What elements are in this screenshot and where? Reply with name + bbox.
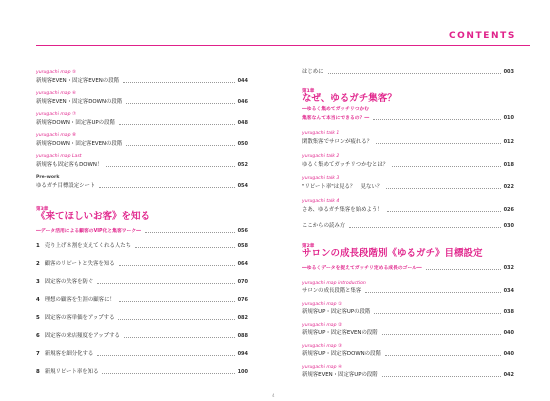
toc-page-number: 070 — [237, 279, 248, 285]
talk-kicker: yurugachi talk 2 — [302, 154, 340, 159]
leader-dots — [126, 103, 234, 104]
leader-dots — [365, 292, 500, 293]
toc-page-number: 034 — [503, 288, 514, 294]
leader-dots — [124, 337, 235, 338]
toc-entry-label: 新規客UP・固定客DOWNの段階 — [302, 351, 381, 357]
map-kicker: yurugachi map ② — [302, 323, 343, 328]
talk-kicker: yurugachi talk 4 — [302, 199, 340, 204]
toc-page-number: 003 — [503, 69, 514, 75]
toc-entry[interactable] — [36, 240, 248, 250]
toc-entry[interactable] — [302, 181, 514, 191]
toc-entry-label: 新規客EVEN・固定客EVENの段階 — [36, 78, 119, 84]
leader-dots — [119, 124, 235, 125]
map-kicker: yurugachi map ① — [302, 302, 343, 307]
chapter-subtitle: 集客なんて本当にできるの？― — [302, 116, 370, 121]
toc-entry-label: はじめに — [302, 69, 324, 75]
toc-page-number: 094 — [237, 351, 248, 357]
toc-entry-label: 新規客EVEN・固定客DOWNの段階 — [36, 99, 123, 105]
toc-entry[interactable] — [302, 348, 514, 358]
map-kicker: yurugachi map ⑦ — [36, 112, 77, 117]
toc-page-number: 082 — [237, 315, 248, 321]
chapter-subtitle: ―ゆるくデータを捉えてガッチリ定める成長のゴール― — [302, 266, 422, 271]
leader-dots — [382, 376, 501, 377]
leader-dots — [126, 145, 234, 146]
toc-entry-label: "リピート率"は見る？ 見ない？ — [302, 184, 383, 190]
toc-entry-label: ゆるく集めてガッチリつかむとは？ — [302, 162, 389, 168]
map-kicker: yurugachi map ⑥ — [36, 91, 77, 96]
chapter-subtitle-row[interactable] — [302, 112, 514, 122]
item-number: 7 — [36, 351, 40, 357]
leader-dots — [376, 143, 500, 144]
leader-dots — [99, 187, 234, 188]
item-number: 8 — [36, 369, 40, 375]
toc-entry[interactable] — [36, 117, 248, 127]
toc-entry-label: 新規客EVEN・固定客UPの段階 — [302, 372, 378, 378]
leader-dots — [118, 319, 234, 320]
map-kicker: yurugachi map Last — [36, 154, 82, 159]
chapter-label: 第2章 — [302, 244, 315, 249]
map-kicker: yurugachi map introduction — [302, 281, 366, 286]
toc-page-number: 042 — [503, 372, 514, 378]
leader-dots — [97, 355, 234, 356]
toc-entry-label: ゆるガチ目標設定シート — [36, 183, 96, 189]
leader-dots — [373, 119, 500, 120]
toc-entry[interactable] — [36, 348, 248, 358]
item-number: 5 — [36, 315, 40, 321]
toc-entry-label: 新規客DOWN・固定客UPの段階 — [36, 120, 115, 126]
leader-dots — [387, 211, 501, 212]
toc-page-number: 100 — [237, 369, 248, 375]
page-number: 4 — [272, 393, 275, 398]
talk-kicker: yurugachi talk 3 — [302, 176, 340, 181]
toc-entry-label: 固定客の失客を防ぐ — [44, 279, 94, 285]
leader-dots — [374, 313, 500, 314]
leader-dots — [135, 247, 235, 248]
leader-dots — [119, 301, 235, 302]
leader-dots — [145, 232, 235, 233]
chapter-label: 第1章 — [302, 89, 315, 94]
toc-entry-label: 新規客を細分化する — [44, 351, 94, 357]
toc-entry[interactable] — [36, 159, 248, 169]
leader-dots — [386, 188, 500, 189]
toc-entry[interactable] — [36, 258, 248, 268]
toc-entry[interactable] — [302, 66, 514, 76]
toc-entry[interactable] — [302, 220, 514, 230]
toc-entry-label: 固定客の客単価をアップする — [44, 315, 115, 321]
toc-page-number: 046 — [237, 99, 248, 105]
item-number: 3 — [36, 279, 40, 285]
map-kicker: yurugachi map ⑤ — [36, 70, 77, 75]
leader-dots — [119, 265, 235, 266]
toc-entry[interactable] — [36, 294, 248, 304]
toc-entry[interactable] — [36, 75, 248, 85]
toc-entry-label: 新規客DOWN・固定客EVENの段階 — [36, 141, 123, 147]
toc-entry-label: さあ、ゆるガチ集客を始めよう！ — [302, 207, 383, 213]
toc-entry-label: ここからの読み方 — [302, 223, 346, 229]
toc-entry[interactable] — [36, 138, 248, 148]
toc-page-number: 058 — [237, 243, 248, 249]
toc-entry[interactable] — [36, 180, 248, 190]
toc-page-number: 040 — [503, 351, 514, 357]
toc-entry-label: 理想の顧客を生涯の顧客に！ — [44, 297, 115, 303]
toc-page-number: 044 — [237, 78, 248, 84]
leader-dots — [382, 334, 501, 335]
leader-dots — [106, 166, 234, 167]
toc-entry-label: 顧客のリピートと失客を知る — [44, 261, 115, 267]
leader-dots — [97, 283, 234, 284]
toc-entry-label: 新規客UP・固定客UPの段階 — [302, 309, 371, 315]
prework-kicker: Pre-work — [36, 175, 60, 180]
map-kicker: yurugachi map ③ — [302, 344, 343, 349]
toc-page-number: 056 — [237, 228, 248, 234]
toc-entry-label: 新規客UP・固定客EVENの段階 — [302, 330, 378, 336]
leader-dots — [328, 73, 501, 74]
toc-entry[interactable] — [36, 330, 248, 340]
toc-page-number: 032 — [503, 265, 514, 271]
toc-page-number: 088 — [237, 333, 248, 339]
toc-entry[interactable] — [302, 285, 514, 295]
toc-entry[interactable] — [302, 136, 514, 146]
toc-entry-label: 売り上げ８割を支えてくれる人たち — [44, 243, 132, 249]
right-column — [302, 0, 514, 401]
toc-entry[interactable] — [302, 369, 514, 379]
toc-entry-label: 新規客も固定客もDOWN！ — [36, 162, 103, 168]
toc-entry-label: 固定客の来店頻度をアップする — [44, 333, 120, 339]
toc-page-number: 038 — [503, 309, 514, 315]
toc-page-number: 026 — [503, 207, 514, 213]
item-number: 6 — [36, 333, 40, 339]
map-kicker: yurugachi map ④ — [302, 365, 343, 370]
leader-dots — [102, 373, 234, 374]
toc-page-number: 064 — [237, 261, 248, 267]
toc-entry[interactable] — [302, 159, 514, 169]
chapter-title[interactable]: なぜ、ゆるガチ集客？ — [302, 93, 397, 104]
toc-entry[interactable] — [36, 276, 248, 286]
item-number: 2 — [36, 261, 40, 267]
toc-entry-label: サロンの成長段階と集客 — [302, 288, 362, 294]
toc-page-number: 018 — [503, 162, 514, 168]
toc-entry[interactable] — [36, 366, 248, 376]
toc-entry[interactable] — [302, 204, 514, 214]
toc-page-number: 054 — [237, 183, 248, 189]
toc-page-number: 040 — [503, 330, 514, 336]
toc-page-number: 030 — [503, 223, 514, 229]
toc-entry[interactable] — [302, 306, 514, 316]
left-column — [36, 0, 248, 401]
toc-page-number: 012 — [503, 139, 514, 145]
chapter-title[interactable]: サロンの成長段階別《ゆるガチ》目標設定 — [302, 248, 483, 259]
toc-page-number: 076 — [237, 297, 248, 303]
chapter-subtitle: ―ゆるく集めてガッチリつかむ — [302, 107, 370, 112]
toc-entry-label: 閑散集客でサロンが疲れる？ — [302, 139, 373, 145]
toc-entry[interactable] — [36, 312, 248, 322]
talk-kicker: yurugachi talk 1 — [302, 131, 340, 136]
map-kicker: yurugachi map ⑧ — [36, 133, 77, 138]
leader-dots — [426, 269, 501, 270]
toc-entry-label: 新規リピート率を知る — [44, 369, 99, 375]
leader-dots — [123, 82, 235, 83]
toc-page-number: 022 — [503, 184, 514, 190]
leader-dots — [349, 227, 500, 228]
chapter-label: 第3章 — [36, 207, 49, 212]
toc-page-number: 052 — [237, 162, 248, 168]
toc-page-number: 050 — [237, 141, 248, 147]
toc-entry[interactable] — [302, 327, 514, 337]
chapter-subtitle-row[interactable] — [302, 262, 514, 272]
leader-dots — [392, 166, 500, 167]
contents-title: CONTENTS — [448, 31, 516, 41]
chapter-subtitle-row[interactable] — [36, 225, 248, 235]
chapter-subtitle: ―データ活用による顧客のVIP化と集客ワーク― — [36, 229, 141, 234]
toc-entry[interactable] — [36, 96, 248, 106]
item-number: 1 — [36, 243, 40, 249]
toc-page-number: 048 — [237, 120, 248, 126]
leader-dots — [385, 355, 501, 356]
item-number: 4 — [36, 297, 40, 303]
chapter-title[interactable]: 《来てほしいお客》を知る — [36, 211, 151, 222]
toc-page-number: 010 — [503, 115, 514, 121]
